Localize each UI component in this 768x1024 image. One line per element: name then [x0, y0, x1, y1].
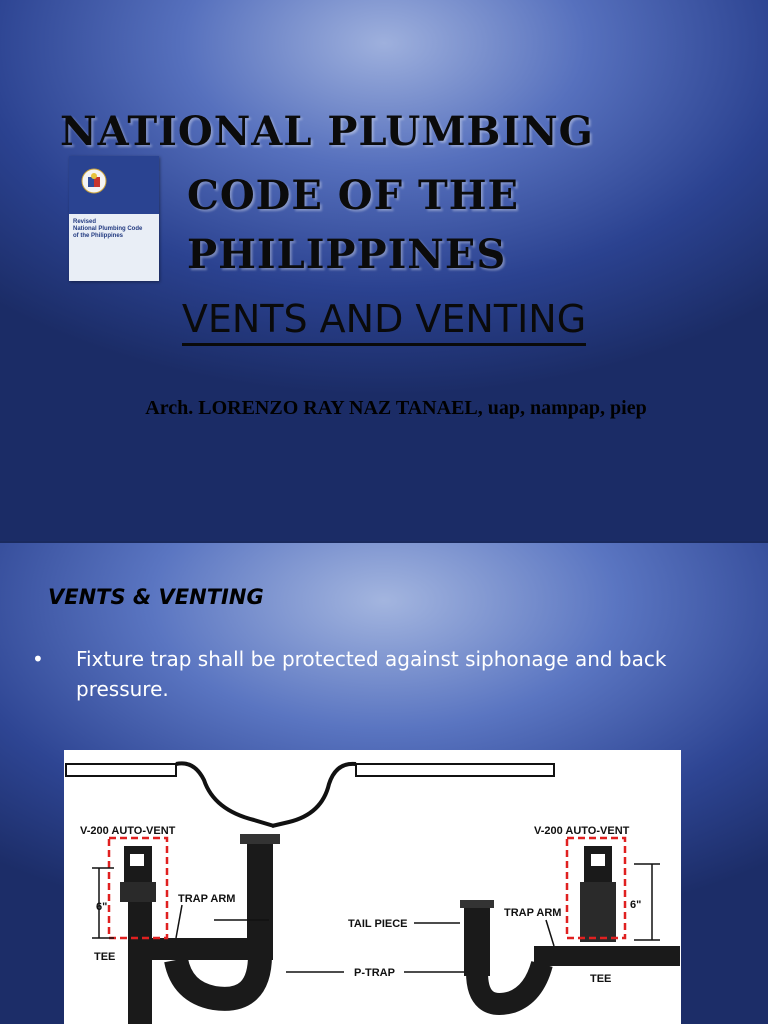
- trap-arm-leader-right: [546, 920, 554, 946]
- label-trap-arm-right: TRAP ARM: [504, 907, 562, 919]
- left-vent-window: [130, 854, 144, 866]
- label-p-trap: P-TRAP: [354, 967, 395, 979]
- label-vent-right: V-200 AUTO-VENT: [534, 825, 630, 837]
- left-bowl-outline: [176, 763, 274, 826]
- book-line-1: Revised: [73, 219, 97, 225]
- book-line-3: of the Philippines: [73, 233, 124, 239]
- author-line: Arch. LORENZO RAY NAZ TANAEL, uap, nampap, piep: [145, 397, 647, 419]
- code-book-cover-image: [69, 156, 159, 281]
- right-bowl-outline: [272, 764, 356, 826]
- right-tail-piece: [464, 906, 490, 976]
- left-basin-edge: [66, 764, 176, 776]
- title-line-3: PHILIPPINES: [187, 231, 507, 278]
- label-tee-right: TEE: [590, 973, 612, 985]
- slide-heading: VENTS & VENTING: [48, 585, 264, 609]
- bullet-dot-icon: •: [32, 647, 44, 671]
- subtitle-text: VENTS AND VENTING: [182, 297, 586, 346]
- left-drain-pipe: [128, 900, 152, 1024]
- trap-arm-leader-left: [176, 905, 182, 938]
- label-trap-arm-left: TRAP ARM: [178, 893, 236, 905]
- right-basin-edge: [356, 764, 554, 776]
- philippine-seal-icon: [81, 168, 107, 194]
- book-line-2: National Plumbing Code: [73, 226, 143, 232]
- label-tail-piece: TAIL PIECE: [348, 918, 408, 930]
- label-tee-left: TEE: [94, 951, 116, 963]
- right-trap-arm: [534, 946, 680, 966]
- title-line-1: NATIONAL PLUMBING: [60, 108, 594, 155]
- label-dim-left: 6": [96, 901, 108, 913]
- left-drain-flange: [240, 834, 280, 844]
- venting-diagram-svg: [64, 750, 681, 1024]
- right-drain-flange: [460, 900, 494, 908]
- label-vent-left: V-200 AUTO-VENT: [80, 825, 176, 837]
- left-p-trap: [176, 955, 260, 999]
- right-vent-window: [591, 854, 605, 866]
- left-vent-fitting: [120, 882, 156, 902]
- right-vent-fitting: [580, 882, 616, 942]
- left-trap-arm: [152, 938, 262, 960]
- title-line-2: CODE OF THE: [187, 172, 519, 219]
- label-dim-right: 6": [630, 899, 642, 911]
- venting-diagram: [64, 750, 681, 1024]
- book-cover-title: [73, 219, 157, 240]
- bullet-text: Fixture trap shall be protected against siphonage and back pressure.: [76, 647, 667, 701]
- slide-subtitle: [0, 297, 768, 341]
